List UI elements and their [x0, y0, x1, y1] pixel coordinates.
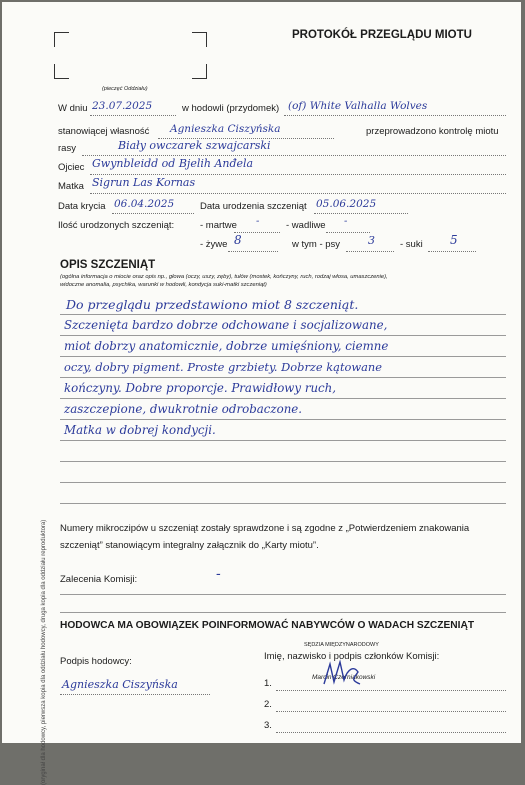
ojciec-label: Ojciec — [58, 162, 85, 173]
rasy-label: rasy — [58, 143, 76, 154]
stamp-corner-bl — [54, 64, 69, 79]
wadliwe-line — [326, 232, 370, 233]
opis-ruled-line — [60, 377, 506, 378]
komisja-n1: 1. — [264, 678, 272, 689]
protocol-page — [2, 2, 521, 785]
komisja-n2: 2. — [264, 699, 272, 710]
suki-line — [428, 251, 476, 252]
matka-label: Matka — [58, 181, 84, 192]
zalecenia-value: - — [216, 566, 221, 582]
matka-line — [90, 193, 506, 194]
opis-text-line: miot dobrzy anatomicznie, dobrze umięśniony, ciemne — [64, 339, 389, 353]
suki-value: 5 — [450, 233, 458, 247]
dnia-value: 23.07.2025 — [92, 100, 153, 112]
opis-text-line: Do przeglądu przedstawiono miot 8 szczeniąt. — [66, 297, 359, 312]
hodowli-line — [284, 115, 506, 116]
dnia-line — [90, 115, 176, 116]
opis-text-line: Matka w dobrej kondycji. — [64, 423, 216, 437]
zalecenia-ruled-line — [60, 594, 506, 595]
judge-stamp-line2: Marcin Czerniakowski — [312, 674, 376, 681]
hodowli-label: w hodowli (przydomek) — [182, 103, 280, 114]
judge-stamp-line1: SĘDZIA MIĘDZYNARODOWY — [304, 642, 379, 648]
opis-note-line2: widoczne anomalia, psychika, warunki w hodowli, kondycja suki-matki szczeniąt) — [60, 282, 267, 288]
opis-ruled-line — [60, 314, 506, 315]
hodowca-label: Podpis hodowcy: — [60, 656, 132, 667]
opis-ruled-line — [60, 440, 506, 441]
hodowca-line — [60, 694, 210, 695]
rasy-line — [82, 155, 506, 156]
opis-ruled-line — [60, 482, 506, 483]
psy-line — [346, 251, 394, 252]
mikro-line1: Numery mikroczipów u szczeniąt zostały sprawdzone i są zgodne z „Potwierdzeniem znakowania — [60, 523, 470, 534]
hodowli-value: (of) White Valhalla Wolves — [288, 100, 428, 112]
urodzenie-line — [314, 213, 408, 214]
opis-ruled-line — [60, 356, 506, 357]
ilosc-label: Ilość urodzonych szczeniąt: — [58, 220, 175, 231]
komisja-line-1 — [276, 690, 506, 691]
opis-text-line: Szczenięta bardzo dobrze odchowane i socjalizowane, — [64, 318, 388, 332]
stamp-label: (pieczęć Oddziału) — [102, 86, 148, 92]
mikro-line2: szczeniąt” stanowiącym integralny załącznik do „Karty miotu”. — [60, 540, 319, 551]
wadliwe-value: - — [344, 216, 348, 227]
opis-ruled-line — [60, 461, 506, 462]
wadliwe-label: - wadliwe — [286, 220, 326, 231]
ojciec-value: Gwynbleidd od Bjelih Anđela — [92, 157, 254, 170]
opis-ruled-line — [60, 398, 506, 399]
zalecenia-label: Zalecenia Komisji: — [60, 574, 138, 585]
urodzenie-label: Data urodzenia szczeniąt — [200, 201, 307, 212]
psy-value: 3 — [368, 234, 375, 247]
dnia-label: W dniu — [58, 103, 88, 114]
hodowca-signature: Agnieszka Ciszyńska — [62, 678, 178, 691]
suki-label: - suki — [400, 239, 423, 250]
krycie-line — [112, 213, 194, 214]
urodzenie-value: 05.06.2025 — [316, 198, 377, 210]
stamp-corner-tl — [54, 32, 69, 47]
komisja-label: Imię, nazwisko i podpis członków Komisji: — [264, 651, 440, 662]
judge-signature-scribble — [320, 658, 364, 690]
krycie-label: Data krycia — [58, 201, 106, 212]
ojciec-line — [90, 174, 506, 175]
zywe-label: - żywe — [200, 239, 228, 250]
martwe-label: - martwe — [200, 220, 237, 231]
stamp-corner-br — [192, 64, 207, 79]
martwe-value: - — [256, 216, 260, 227]
kontrola-label: przeprowadzono kontrolę miotu — [366, 126, 499, 137]
obowiazek-notice: HODOWCA MA OBOWIĄZEK POINFORMOWAĆ NABYWCÓW O WADACH SZCZENIĄT — [60, 620, 475, 631]
opis-note-line1: (ogólna informacja o miocie oraz opis np., głowa (oczy, uszy, zęby), tułów (mostek, kończyny, ruch, rodzaj włosa, umaszczenie), — [60, 274, 388, 280]
opis-text-line: zaszczepione, dwukrotnie odrobaczone. — [64, 402, 303, 416]
stamp-corner-tr — [192, 32, 207, 47]
opis-ruled-line — [60, 335, 506, 336]
rasy-value: Biały owczarek szwajcarski — [118, 139, 271, 152]
wlasnosc-value: Agnieszka Ciszyńska — [170, 123, 281, 135]
opis-text-line: kończyny. Dobre proporcje. Prawidłowy ruch, — [64, 381, 337, 395]
psy-label: w tym - psy — [292, 239, 341, 250]
opis-text-line: oczy, dobry pigment. Proste grzbiety. Dobrze kątowane — [64, 360, 383, 374]
komisja-line-3 — [276, 732, 506, 733]
opis-ruled-line — [60, 419, 506, 420]
wlasnosc-label: stanowiącej własność — [58, 126, 150, 137]
krycie-value: 06.04.2025 — [114, 198, 175, 210]
page-title: PROTOKÓŁ PRZEGLĄDU MIOTU — [292, 29, 472, 41]
zalecenia-ruled-line — [60, 612, 506, 613]
opis-heading: OPIS SZCZENIĄT — [60, 259, 156, 271]
zywe-line — [228, 251, 278, 252]
komisja-n3: 3. — [264, 720, 272, 731]
komisja-line-2 — [276, 711, 506, 712]
copy-distribution-note: (oryginał dla hodowcy, pierwsza kopia dla oddziału hodowcy, druga kopia dla oddziału reproduktora) — [41, 519, 47, 785]
opis-ruled-line — [60, 503, 506, 504]
zywe-value: 8 — [234, 233, 242, 247]
matka-value: Sigrun Las Kornas — [92, 176, 196, 189]
